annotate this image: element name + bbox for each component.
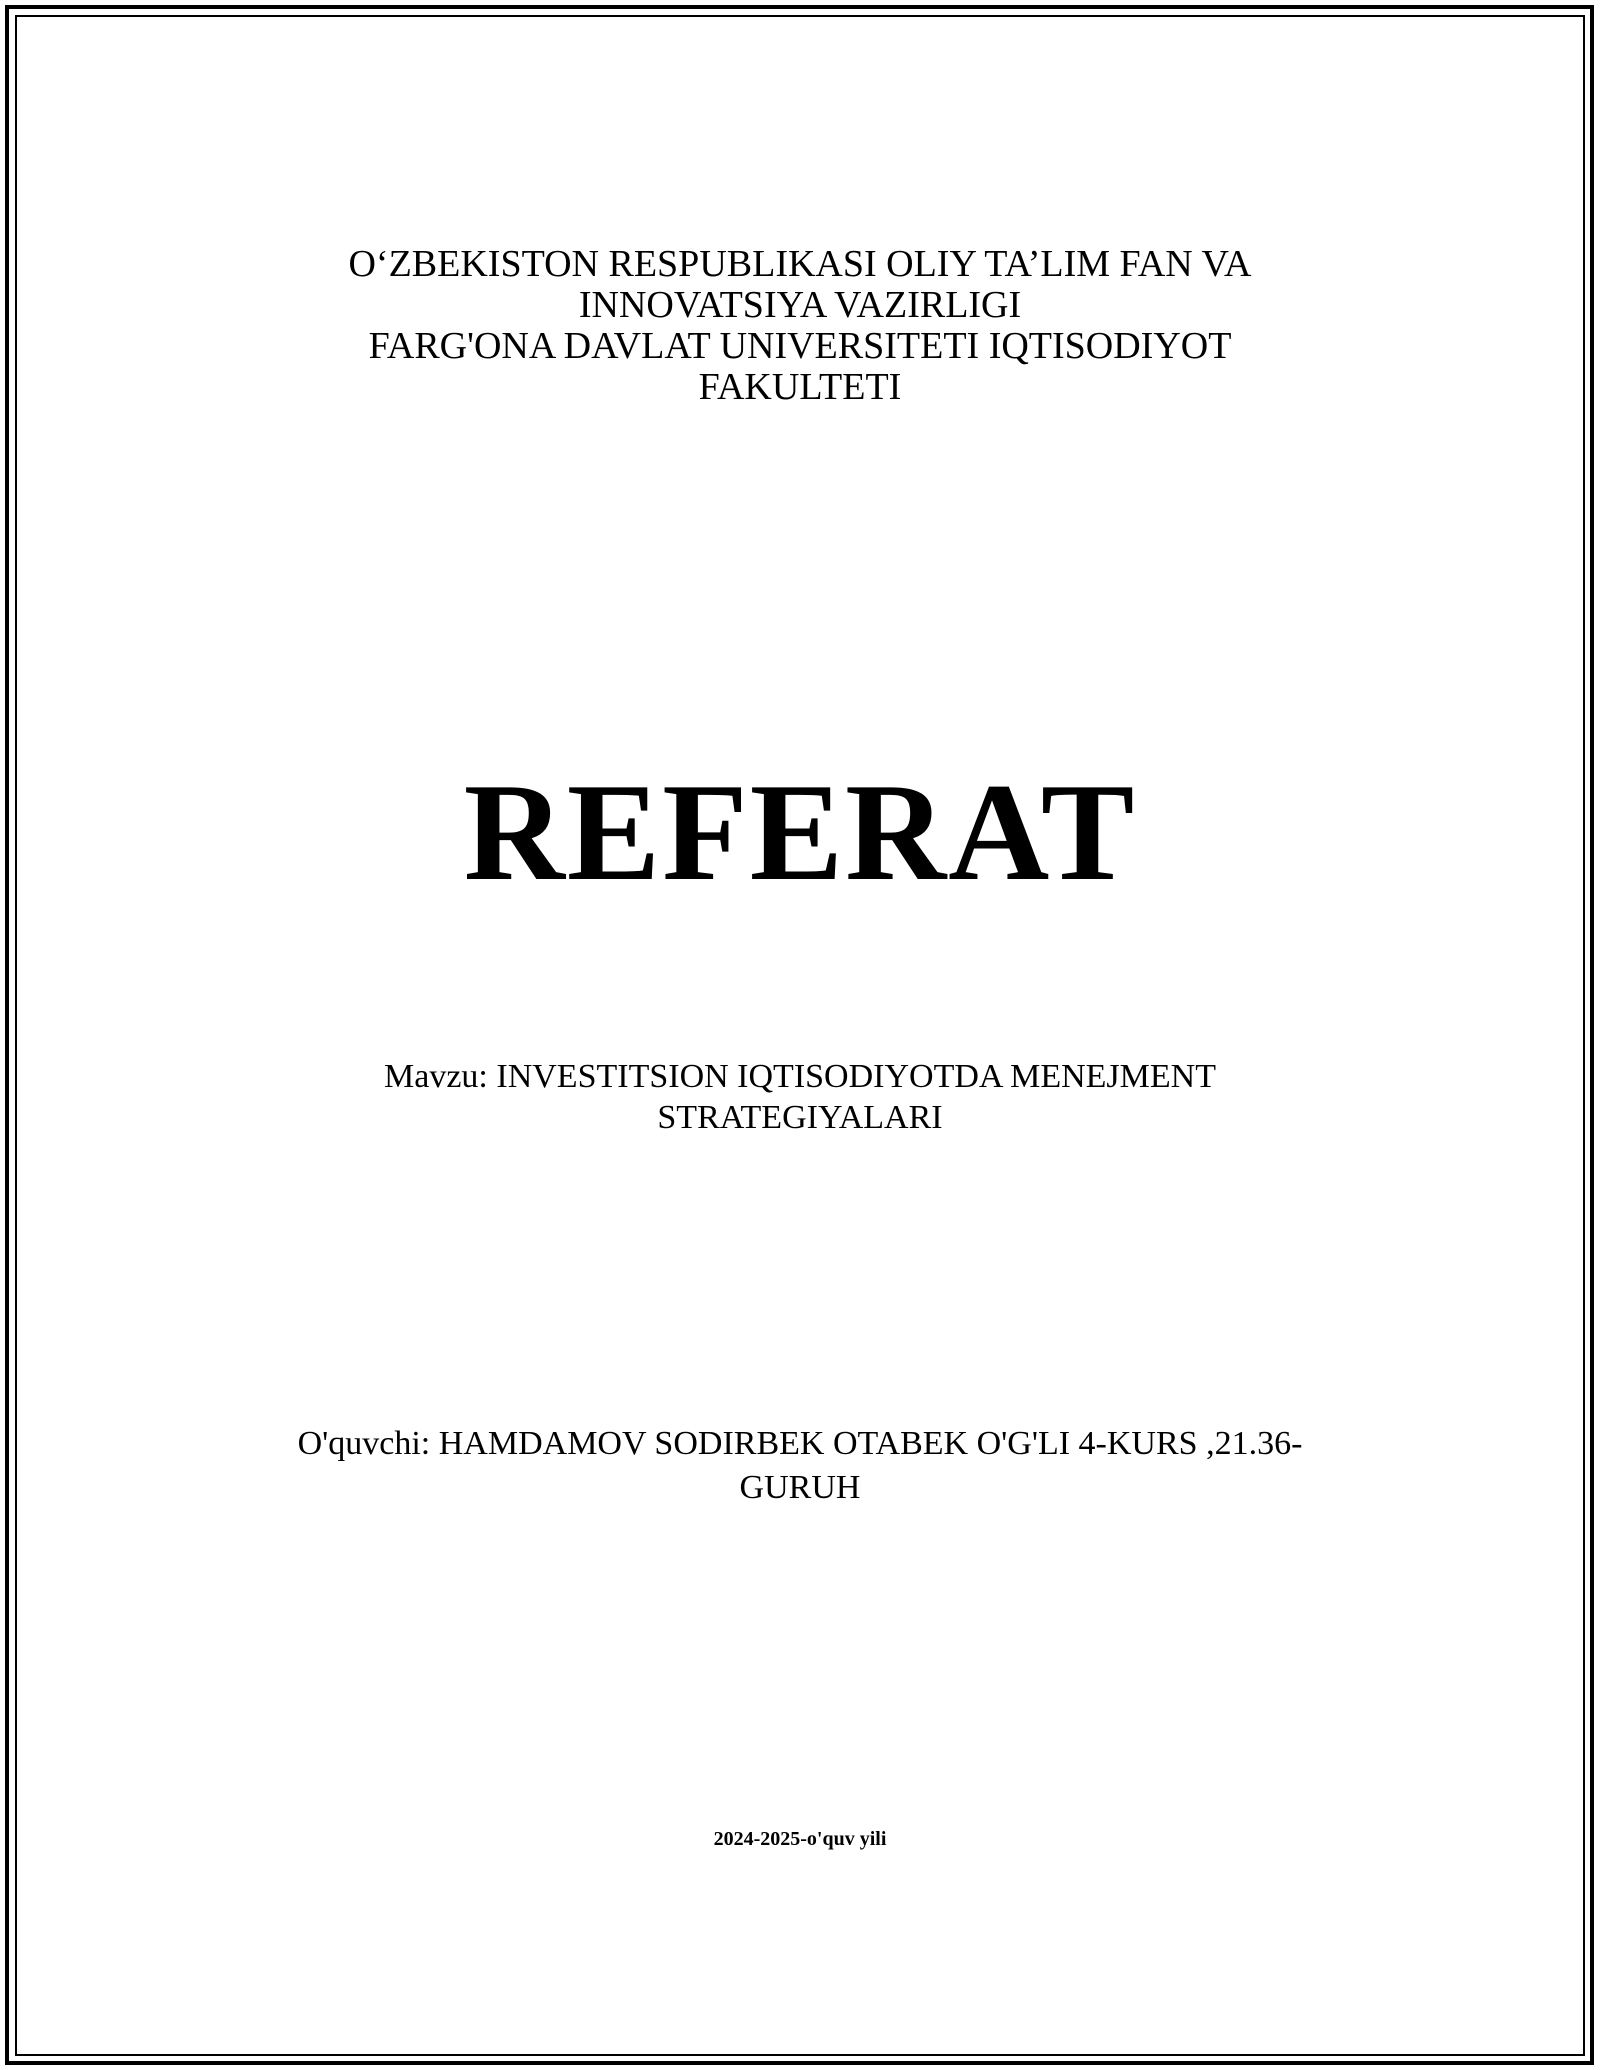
topic-line: Mavzu: INVESTITSION IQTISODIYOTDA MENEJMENT (384, 1058, 1216, 1095)
student-block (0, 1422, 1600, 1510)
topic-line: STRATEGIYALARI (657, 1099, 943, 1136)
header-line: FARG'ONA DAVLAT UNIVERSITETI IQTISODIYOT (368, 325, 1232, 367)
header-line: FAKULTETI (698, 366, 902, 408)
academic-year: 2024-2025-o'quv yili (713, 1828, 887, 1850)
student-line: GURUH (739, 1469, 861, 1506)
header-line: O‘ZBEKISTON RESPUBLIKASI OLIY TA’LIM FAN VA (348, 243, 1252, 285)
student-line: O'quvchi: HAMDAMOV SODIRBEK OTABEK O'G'LI 4-KURS ,21.36- (297, 1425, 1303, 1462)
institution-header (0, 244, 1600, 408)
document-title: REFERAT (463, 755, 1137, 910)
topic-block (0, 1056, 1600, 1138)
header-line: INNOVATSIYA VAZIRLIGI (578, 284, 1022, 326)
